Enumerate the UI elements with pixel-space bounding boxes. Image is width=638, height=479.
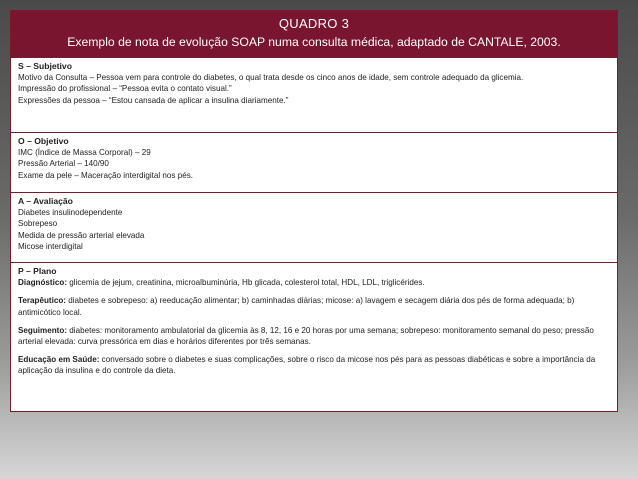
objetivo-line: IMC (Índice de Massa Corporal) – 29 xyxy=(18,148,151,158)
plano-diagnostico xyxy=(18,277,607,288)
avaliacao-line: Micose interdigital xyxy=(18,241,83,251)
avaliacao-line: Medida de pressão arterial elevada xyxy=(18,230,145,240)
objetivo-title: O – Objetivo xyxy=(18,136,69,146)
avaliacao-line: Diabetes insulinodependente xyxy=(18,208,123,218)
subjetivo-title: S – Subjetivo xyxy=(18,61,72,71)
plano-terapeutico xyxy=(18,295,607,317)
subjetivo-line: Expressões da pessoa – “Estou cansada de aplicar a insulina diariamente.” xyxy=(18,95,289,105)
terapeutico-text: diabetes e sobrepeso: a) reeducação alimentar; b) caminhadas diárias; micose: a) lavagem e secagem diária dos pés de forma adequada; b) antimicótico local. xyxy=(18,296,575,317)
table-header xyxy=(11,11,617,57)
section-avaliacao xyxy=(11,192,617,262)
terapeutico-label: Terapêutico: xyxy=(18,296,66,306)
plano-educacao xyxy=(18,354,607,376)
plano-title: P – Plano xyxy=(18,266,57,276)
table-title: QUADRO 3 xyxy=(278,16,350,31)
table-subtitle: Exemplo de nota de evolução SOAP numa consulta médica, adaptado de CANTALE, 2003. xyxy=(67,35,561,49)
slide xyxy=(10,10,618,412)
seguimento-text: diabetes: monitoramento ambulatorial da glicemia às 8, 12, 16 e 20 horas por uma semana; sobrepeso: monitoramento semanal do peso; pressão arterial elevada: curva pressórica em dias e horários diferentes por três semanas. xyxy=(18,325,594,347)
section-plano xyxy=(11,262,617,381)
diagnostico-label: Diagnóstico: xyxy=(18,278,68,288)
subjetivo-line: Impressão do profissional – “Pessoa evita o contato visual.” xyxy=(18,84,232,94)
section-objetivo xyxy=(11,132,617,192)
plano-seguimento xyxy=(18,325,607,347)
subjetivo-line: Motivo da Consulta – Pessoa vem para controle do diabetes, o qual trata desde os cinco anos de idade, sem controle adequado da glicemia. xyxy=(18,73,524,83)
educacao-label: Educação em Saúde: xyxy=(18,355,100,365)
section-subjetivo xyxy=(11,57,617,132)
seguimento-label: Seguimento: xyxy=(18,325,68,335)
objetivo-line: Exame da pele – Maceração interdigital nos pés. xyxy=(18,170,194,180)
avaliacao-title: A – Avaliação xyxy=(18,196,73,206)
diagnostico-text: glicemia de jejum, creatinina, microalbuminúria, Hb glicada, colesterol total, HDL, LDL, triglicérides. xyxy=(67,278,425,288)
avaliacao-line: Sobrepeso xyxy=(18,219,58,229)
educacao-text: conversado sobre o diabetes e suas complicações, sobre o risco da micose nos pés para as pessoas diabéticas e sobre a importância da aplicação da insulina e do controle da dieta. xyxy=(18,355,596,376)
objetivo-line: Pressão Arterial – 140/90 xyxy=(18,159,109,169)
